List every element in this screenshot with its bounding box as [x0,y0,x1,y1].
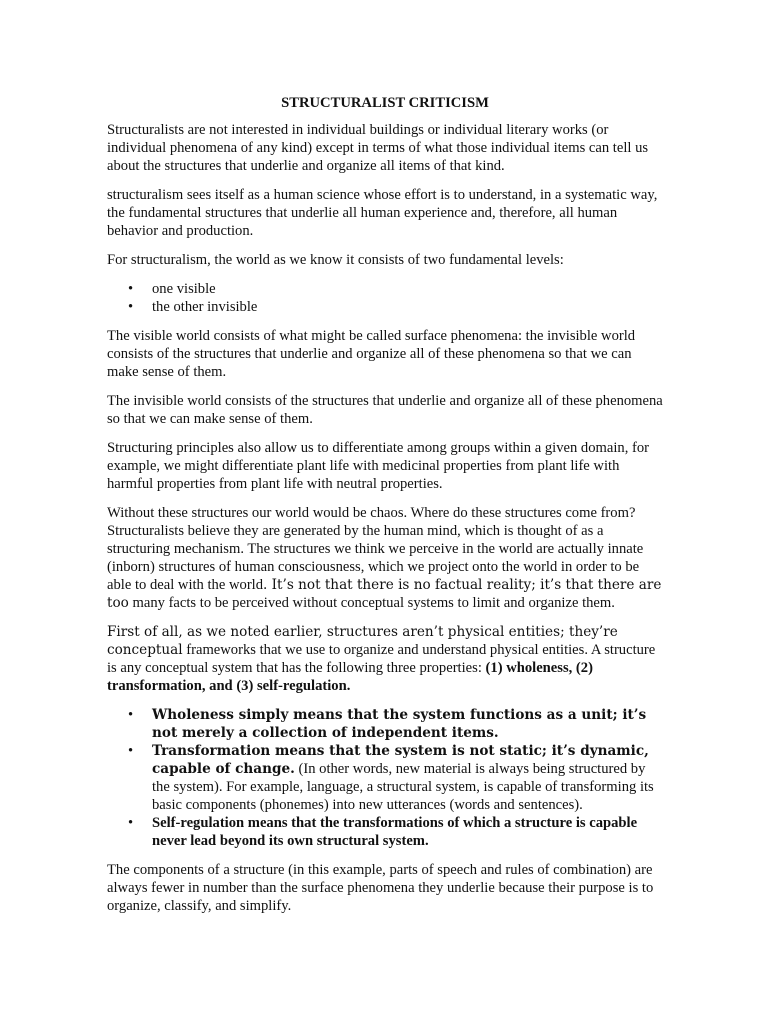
paragraph-8-properties: (1) wholeness, (2) transformation, and (3) self-regulation. [107,660,593,694]
paragraph-7 [107,504,663,612]
bullet-icon: • [128,707,134,723]
paragraph-1: Structuralists are not interested in individual buildings or individual literary works (or individual phenomena of any kind) except in terms of what those individual items can tell us about the structures that underlie and organize all items of that kind. [107,122,649,174]
paragraph-8-part-a: First of all, as we noted earlier, structures aren’t physical entities; they’re conceptual [107,624,618,658]
levels-list [107,280,663,316]
paragraph-2: structuralism sees itself as a human science whose effort is to understand, in a systematic way, the fundamental structures that underlie all human experience and, therefore, all human behavior and production. [107,187,658,239]
document-title: STRUCTURALIST CRITICISM [281,95,489,111]
transformation-explanation: (In other words, new material is always being structured by the system). For example, language, a structural system, is capable of transforming its basic components (phonemes) into new utterances (words and sentences). [152,761,654,813]
bullet-icon: • [128,815,134,831]
list-item [128,298,663,316]
paragraph-4: The visible world consists of what might be called surface phenomena: the invisible world consists of the structures that underlie and organize all of these phenomena so that we can make sense of them. [107,328,636,380]
wholeness-definition: Wholeness simply means that the system functions as a unit; it’s not merely a collection of independent items. [152,707,647,741]
paragraph-8-part-b: frameworks that we use to organize and understand physical entities. A structure is any conceptual system that has the following three properties: [107,642,656,676]
self-regulation-definition: Self-regulation means that the transformations of which a structure is capable never lead beyond its own structural system. [152,815,638,849]
transformation-definition: Transformation means that the system is not static; it’s dynamic, capable of change. [152,743,649,777]
list-item [128,706,663,742]
properties-list [107,706,663,850]
paragraph-7-part-a: Without these structures our world would be chaos. Where do these structures come from? Structuralists believe they are generated by the human mind, which is thought of as a structuring mechanism. The structures we think we perceive in the world are actually innate (inborn) structures of human consciousness, which we project onto the world in order to be able to deal with the world [107,505,644,593]
bullet-icon: • [128,281,134,297]
paragraph-6: Structuring principles also allow us to differentiate among groups within a given domain, for example, we might differentiate plant life with medicinal properties from plant life with harmful properties from plant life with neutral properties. [107,440,650,492]
bullet-icon: • [128,743,134,759]
paragraph-9: The components of a structure (in this example, parts of speech and rules of combination) are always fewer in number than the surface phenomena they underlie because their purpose is to organize, classify, and simplify. [107,862,654,914]
list-item [128,742,663,814]
paragraph-7-part-c: many facts to be perceived without conceptual systems to limit and organize them. [128,595,615,611]
bullet-icon: • [128,299,134,315]
paragraph-7-part-b: . It’s not that there is no factual reality; it’s that there are too [107,577,662,611]
paragraph-8 [107,623,663,695]
list-item-text: one visible [152,281,216,297]
paragraph-3: For structuralism, the world as we know it consists of two fundamental levels: [107,252,564,268]
list-item-text: the other invisible [152,299,258,315]
paragraph-5: The invisible world consists of the structures that underlie and organize all of these phenomena so that we can make sense of them. [107,393,663,427]
list-item [128,814,663,850]
list-item [128,280,663,298]
document-page [107,94,663,926]
